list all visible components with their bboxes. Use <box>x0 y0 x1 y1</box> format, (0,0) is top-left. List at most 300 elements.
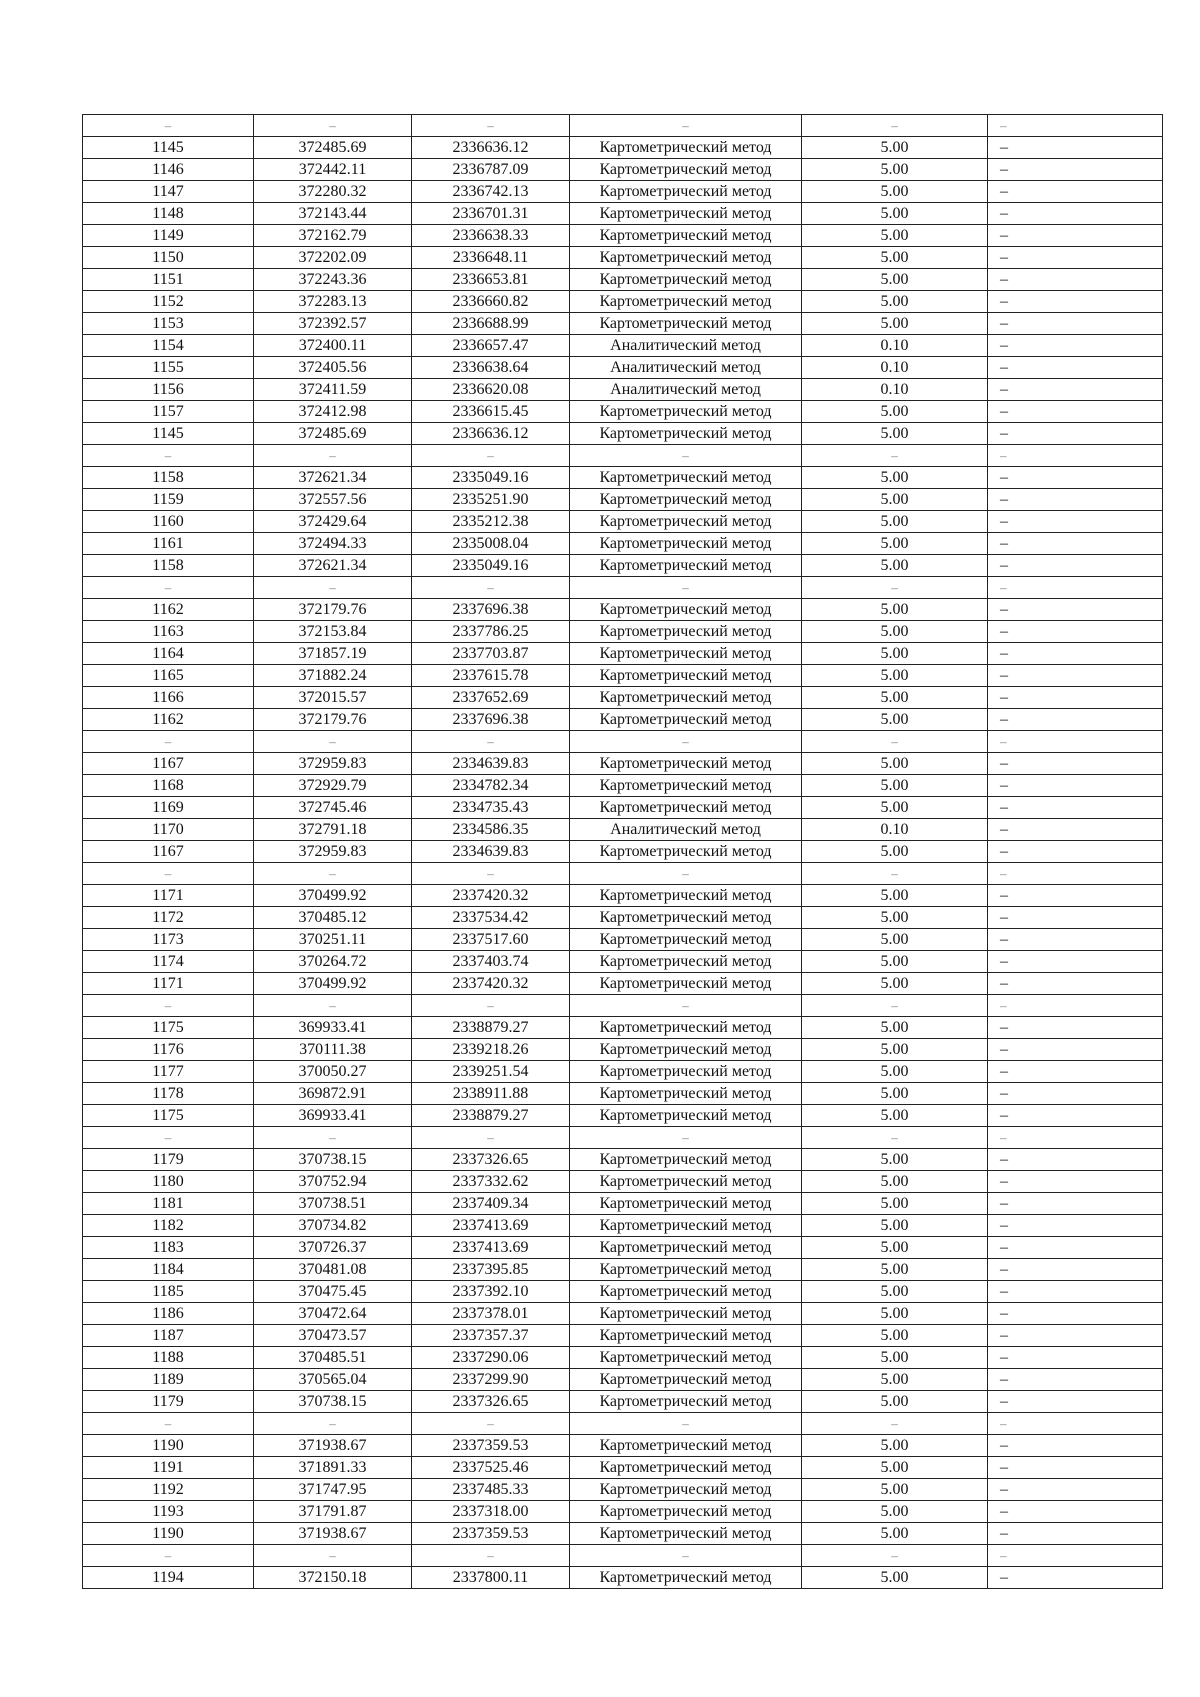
x-coordinate-cell: 372791.18 <box>254 819 412 841</box>
accuracy-cell: 0.10 <box>802 819 988 841</box>
point-number-cell: – <box>83 1413 254 1435</box>
x-coordinate-cell: 372429.64 <box>254 511 412 533</box>
point-number-cell: 1175 <box>83 1017 254 1039</box>
accuracy-cell: 5.00 <box>802 1215 988 1237</box>
y-coordinate-cell: – <box>412 1545 570 1567</box>
table-separator-row <box>83 1545 1163 1567</box>
table-row <box>83 1017 1163 1039</box>
accuracy-cell: 5.00 <box>802 401 988 423</box>
description-cell: – <box>988 401 1163 423</box>
accuracy-cell: 0.10 <box>802 357 988 379</box>
y-coordinate-cell: 2337652.69 <box>412 687 570 709</box>
method-cell: Картометрический метод <box>570 1281 802 1303</box>
y-coordinate-cell: 2336648.11 <box>412 247 570 269</box>
description-cell: – <box>988 1303 1163 1325</box>
x-coordinate-cell: 370499.92 <box>254 885 412 907</box>
method-cell: Картометрический метод <box>570 1567 802 1589</box>
table-row <box>83 555 1163 577</box>
accuracy-cell: 5.00 <box>802 1303 988 1325</box>
accuracy-cell: 5.00 <box>802 1149 988 1171</box>
point-number-cell: 1181 <box>83 1193 254 1215</box>
description-cell: – <box>988 1325 1163 1347</box>
description-cell: – <box>988 1457 1163 1479</box>
accuracy-cell: 5.00 <box>802 973 988 995</box>
accuracy-cell: – <box>802 115 988 137</box>
x-coordinate-cell: 370726.37 <box>254 1237 412 1259</box>
table-row <box>83 1259 1163 1281</box>
y-coordinate-cell: 2337409.34 <box>412 1193 570 1215</box>
method-cell: Картометрический метод <box>570 225 802 247</box>
x-coordinate-cell: 370050.27 <box>254 1061 412 1083</box>
x-coordinate-cell: 370251.11 <box>254 929 412 951</box>
accuracy-cell: 5.00 <box>802 291 988 313</box>
table-row <box>83 511 1163 533</box>
description-cell: – <box>988 1435 1163 1457</box>
description-cell: – <box>988 973 1163 995</box>
accuracy-cell: 5.00 <box>802 621 988 643</box>
description-cell: – <box>988 1347 1163 1369</box>
method-cell: Аналитический метод <box>570 819 802 841</box>
accuracy-cell: – <box>802 1127 988 1149</box>
point-number-cell: 1152 <box>83 291 254 313</box>
point-number-cell: 1169 <box>83 797 254 819</box>
description-cell: – <box>988 907 1163 929</box>
description-cell: – <box>988 181 1163 203</box>
x-coordinate-cell: 372153.84 <box>254 621 412 643</box>
y-coordinate-cell: 2338879.27 <box>412 1017 570 1039</box>
method-cell: Картометрический метод <box>570 643 802 665</box>
point-number-cell: 1163 <box>83 621 254 643</box>
method-cell: Картометрический метод <box>570 1061 802 1083</box>
y-coordinate-cell: 2336615.45 <box>412 401 570 423</box>
table-separator-row <box>83 1127 1163 1149</box>
description-cell: – <box>988 621 1163 643</box>
point-number-cell: 1190 <box>83 1435 254 1457</box>
point-number-cell: – <box>83 1127 254 1149</box>
method-cell: Картометрический метод <box>570 291 802 313</box>
method-cell: Картометрический метод <box>570 1149 802 1171</box>
method-cell: Картометрический метод <box>570 1171 802 1193</box>
y-coordinate-cell: – <box>412 577 570 599</box>
point-number-cell: 1170 <box>83 819 254 841</box>
table-row <box>83 621 1163 643</box>
table-row <box>83 665 1163 687</box>
description-cell: – <box>988 1479 1163 1501</box>
x-coordinate-cell: 370565.04 <box>254 1369 412 1391</box>
method-cell: – <box>570 445 802 467</box>
point-number-cell: 1174 <box>83 951 254 973</box>
coordinates-table-body <box>83 115 1163 1589</box>
point-number-cell: 1145 <box>83 137 254 159</box>
point-number-cell: 1191 <box>83 1457 254 1479</box>
point-number-cell: 1171 <box>83 885 254 907</box>
y-coordinate-cell: 2334639.83 <box>412 841 570 863</box>
method-cell: Картометрический метод <box>570 1105 802 1127</box>
description-cell: – <box>988 885 1163 907</box>
description-cell: – <box>988 687 1163 709</box>
x-coordinate-cell: 372485.69 <box>254 423 412 445</box>
description-cell: – <box>988 335 1163 357</box>
description-cell: – <box>988 951 1163 973</box>
accuracy-cell: – <box>802 1413 988 1435</box>
description-cell: – <box>988 1369 1163 1391</box>
y-coordinate-cell: – <box>412 445 570 467</box>
description-cell: – <box>988 489 1163 511</box>
method-cell: Картометрический метод <box>570 401 802 423</box>
description-cell: – <box>988 1083 1163 1105</box>
x-coordinate-cell: 372959.83 <box>254 753 412 775</box>
method-cell: Картометрический метод <box>570 511 802 533</box>
x-coordinate-cell: 370738.15 <box>254 1149 412 1171</box>
x-coordinate-cell: – <box>254 863 412 885</box>
point-number-cell: 1176 <box>83 1039 254 1061</box>
method-cell: Картометрический метод <box>570 775 802 797</box>
x-coordinate-cell: 371882.24 <box>254 665 412 687</box>
method-cell: Картометрический метод <box>570 247 802 269</box>
y-coordinate-cell: 2335251.90 <box>412 489 570 511</box>
description-cell: – <box>988 159 1163 181</box>
point-number-cell: 1182 <box>83 1215 254 1237</box>
point-number-cell: 1146 <box>83 159 254 181</box>
point-number-cell: 1164 <box>83 643 254 665</box>
table-row <box>83 291 1163 313</box>
x-coordinate-cell: – <box>254 731 412 753</box>
method-cell: Картометрический метод <box>570 1435 802 1457</box>
accuracy-cell: 5.00 <box>802 511 988 533</box>
method-cell: – <box>570 115 802 137</box>
method-cell: Картометрический метод <box>570 973 802 995</box>
accuracy-cell: 5.00 <box>802 1457 988 1479</box>
x-coordinate-cell: 372179.76 <box>254 599 412 621</box>
accuracy-cell: 5.00 <box>802 489 988 511</box>
x-coordinate-cell: – <box>254 1545 412 1567</box>
description-cell: – <box>988 863 1163 885</box>
y-coordinate-cell: 2337332.62 <box>412 1171 570 1193</box>
x-coordinate-cell: – <box>254 1127 412 1149</box>
y-coordinate-cell: 2336742.13 <box>412 181 570 203</box>
table-row <box>83 379 1163 401</box>
y-coordinate-cell: 2335008.04 <box>412 533 570 555</box>
point-number-cell: 1175 <box>83 1105 254 1127</box>
table-row <box>83 1369 1163 1391</box>
description-cell: – <box>988 379 1163 401</box>
x-coordinate-cell: 370734.82 <box>254 1215 412 1237</box>
method-cell: Картометрический метод <box>570 423 802 445</box>
y-coordinate-cell: 2337318.00 <box>412 1501 570 1523</box>
x-coordinate-cell: 370481.08 <box>254 1259 412 1281</box>
x-coordinate-cell: 370485.12 <box>254 907 412 929</box>
table-separator-row <box>83 863 1163 885</box>
point-number-cell: – <box>83 577 254 599</box>
x-coordinate-cell: 372162.79 <box>254 225 412 247</box>
x-coordinate-cell: 372442.11 <box>254 159 412 181</box>
point-number-cell: – <box>83 731 254 753</box>
method-cell: Картометрический метод <box>570 533 802 555</box>
y-coordinate-cell: 2337800.11 <box>412 1567 570 1589</box>
x-coordinate-cell: 372494.33 <box>254 533 412 555</box>
accuracy-cell: 5.00 <box>802 1391 988 1413</box>
accuracy-cell: 5.00 <box>802 885 988 907</box>
accuracy-cell: 5.00 <box>802 1017 988 1039</box>
table-row <box>83 1171 1163 1193</box>
x-coordinate-cell: 369933.41 <box>254 1017 412 1039</box>
table-row <box>83 247 1163 269</box>
accuracy-cell: 5.00 <box>802 1479 988 1501</box>
x-coordinate-cell: 370752.94 <box>254 1171 412 1193</box>
point-number-cell: – <box>83 995 254 1017</box>
y-coordinate-cell: – <box>412 995 570 1017</box>
x-coordinate-cell: 371938.67 <box>254 1523 412 1545</box>
accuracy-cell: 5.00 <box>802 687 988 709</box>
table-row <box>83 1567 1163 1589</box>
table-row <box>83 687 1163 709</box>
accuracy-cell: 5.00 <box>802 1523 988 1545</box>
x-coordinate-cell: 372621.34 <box>254 555 412 577</box>
x-coordinate-cell: 371938.67 <box>254 1435 412 1457</box>
x-coordinate-cell: – <box>254 115 412 137</box>
description-cell: – <box>988 1567 1163 1589</box>
table-row <box>83 599 1163 621</box>
description-cell: – <box>988 753 1163 775</box>
method-cell: Картометрический метод <box>570 489 802 511</box>
description-cell: – <box>988 225 1163 247</box>
accuracy-cell: 5.00 <box>802 775 988 797</box>
y-coordinate-cell: 2338911.88 <box>412 1083 570 1105</box>
description-cell: – <box>988 1523 1163 1545</box>
x-coordinate-cell: 372400.11 <box>254 335 412 357</box>
table-row <box>83 951 1163 973</box>
description-cell: – <box>988 1281 1163 1303</box>
table-separator-row <box>83 1413 1163 1435</box>
accuracy-cell: 5.00 <box>802 423 988 445</box>
x-coordinate-cell: 370472.64 <box>254 1303 412 1325</box>
point-number-cell: 1154 <box>83 335 254 357</box>
description-cell: – <box>988 467 1163 489</box>
point-number-cell: – <box>83 445 254 467</box>
point-number-cell: 1179 <box>83 1391 254 1413</box>
x-coordinate-cell: 372392.57 <box>254 313 412 335</box>
description-cell: – <box>988 995 1163 1017</box>
y-coordinate-cell: 2339218.26 <box>412 1039 570 1061</box>
y-coordinate-cell: – <box>412 731 570 753</box>
x-coordinate-cell: 372150.18 <box>254 1567 412 1589</box>
y-coordinate-cell: 2335049.16 <box>412 467 570 489</box>
y-coordinate-cell: 2337703.87 <box>412 643 570 665</box>
y-coordinate-cell: 2337786.25 <box>412 621 570 643</box>
table-row <box>83 1435 1163 1457</box>
y-coordinate-cell: – <box>412 1413 570 1435</box>
table-row <box>83 1039 1163 1061</box>
description-cell: – <box>988 731 1163 753</box>
point-number-cell: 1158 <box>83 555 254 577</box>
y-coordinate-cell: 2336660.82 <box>412 291 570 313</box>
y-coordinate-cell: – <box>412 1127 570 1149</box>
x-coordinate-cell: 372179.76 <box>254 709 412 731</box>
description-cell: – <box>988 1061 1163 1083</box>
point-number-cell: 1165 <box>83 665 254 687</box>
description-cell: – <box>988 577 1163 599</box>
y-coordinate-cell: 2336657.47 <box>412 335 570 357</box>
x-coordinate-cell: 370738.51 <box>254 1193 412 1215</box>
x-coordinate-cell: 372412.98 <box>254 401 412 423</box>
method-cell: – <box>570 1545 802 1567</box>
point-number-cell: 1156 <box>83 379 254 401</box>
accuracy-cell: 5.00 <box>802 1347 988 1369</box>
y-coordinate-cell: 2337413.69 <box>412 1215 570 1237</box>
method-cell: Картометрический метод <box>570 1215 802 1237</box>
y-coordinate-cell: 2338879.27 <box>412 1105 570 1127</box>
accuracy-cell: 5.00 <box>802 137 988 159</box>
description-cell: – <box>988 137 1163 159</box>
table-row <box>83 1149 1163 1171</box>
point-number-cell: 1162 <box>83 709 254 731</box>
description-cell: – <box>988 1017 1163 1039</box>
point-number-cell: 1177 <box>83 1061 254 1083</box>
description-cell: – <box>988 599 1163 621</box>
point-number-cell: 1153 <box>83 313 254 335</box>
y-coordinate-cell: 2336638.64 <box>412 357 570 379</box>
x-coordinate-cell: 371857.19 <box>254 643 412 665</box>
method-cell: Картометрический метод <box>570 1369 802 1391</box>
y-coordinate-cell: 2337392.10 <box>412 1281 570 1303</box>
table-row <box>83 1325 1163 1347</box>
point-number-cell: 1145 <box>83 423 254 445</box>
method-cell: Картометрический метод <box>570 1501 802 1523</box>
y-coordinate-cell: 2334639.83 <box>412 753 570 775</box>
table-row <box>83 423 1163 445</box>
x-coordinate-cell: 372557.56 <box>254 489 412 511</box>
y-coordinate-cell: 2339251.54 <box>412 1061 570 1083</box>
accuracy-cell: 5.00 <box>802 1435 988 1457</box>
table-row <box>83 181 1163 203</box>
y-coordinate-cell: 2337485.33 <box>412 1479 570 1501</box>
point-number-cell: 1186 <box>83 1303 254 1325</box>
accuracy-cell: 5.00 <box>802 1259 988 1281</box>
description-cell: – <box>988 269 1163 291</box>
point-number-cell: 1159 <box>83 489 254 511</box>
table-row <box>83 357 1163 379</box>
method-cell: Картометрический метод <box>570 687 802 709</box>
description-cell: – <box>988 115 1163 137</box>
accuracy-cell: 5.00 <box>802 1039 988 1061</box>
method-cell: Картометрический метод <box>570 269 802 291</box>
x-coordinate-cell: 372621.34 <box>254 467 412 489</box>
x-coordinate-cell: 370264.72 <box>254 951 412 973</box>
method-cell: Аналитический метод <box>570 379 802 401</box>
description-cell: – <box>988 1105 1163 1127</box>
y-coordinate-cell: 2337326.65 <box>412 1149 570 1171</box>
y-coordinate-cell: 2337403.74 <box>412 951 570 973</box>
method-cell: – <box>570 1413 802 1435</box>
table-row <box>83 401 1163 423</box>
method-cell: Картометрический метод <box>570 555 802 577</box>
table-row <box>83 1347 1163 1369</box>
x-coordinate-cell: – <box>254 995 412 1017</box>
point-number-cell: 1166 <box>83 687 254 709</box>
table-separator-row <box>83 445 1163 467</box>
accuracy-cell: 5.00 <box>802 159 988 181</box>
accuracy-cell: 5.00 <box>802 313 988 335</box>
point-number-cell: – <box>83 1545 254 1567</box>
description-cell: – <box>988 423 1163 445</box>
point-number-cell: 1173 <box>83 929 254 951</box>
accuracy-cell: 5.00 <box>802 1171 988 1193</box>
point-number-cell: 1194 <box>83 1567 254 1589</box>
x-coordinate-cell: 370475.45 <box>254 1281 412 1303</box>
accuracy-cell: 5.00 <box>802 599 988 621</box>
description-cell: – <box>988 841 1163 863</box>
method-cell: Картометрический метод <box>570 665 802 687</box>
table-separator-row <box>83 577 1163 599</box>
y-coordinate-cell: 2337696.38 <box>412 599 570 621</box>
accuracy-cell: 5.00 <box>802 1193 988 1215</box>
x-coordinate-cell: 370499.92 <box>254 973 412 995</box>
description-cell: – <box>988 709 1163 731</box>
y-coordinate-cell: 2336787.09 <box>412 159 570 181</box>
y-coordinate-cell: 2336653.81 <box>412 269 570 291</box>
y-coordinate-cell: 2334782.34 <box>412 775 570 797</box>
table-row <box>83 489 1163 511</box>
point-number-cell: – <box>83 115 254 137</box>
y-coordinate-cell: 2336688.99 <box>412 313 570 335</box>
accuracy-cell: 5.00 <box>802 797 988 819</box>
point-number-cell: 1161 <box>83 533 254 555</box>
point-number-cell: 1185 <box>83 1281 254 1303</box>
description-cell: – <box>988 929 1163 951</box>
point-number-cell: 1190 <box>83 1523 254 1545</box>
y-coordinate-cell: 2337299.90 <box>412 1369 570 1391</box>
table-separator-row <box>83 731 1163 753</box>
point-number-cell: 1171 <box>83 973 254 995</box>
description-cell: – <box>988 1259 1163 1281</box>
method-cell: Аналитический метод <box>570 335 802 357</box>
y-coordinate-cell: 2337696.38 <box>412 709 570 731</box>
accuracy-cell: 5.00 <box>802 181 988 203</box>
y-coordinate-cell: 2337357.37 <box>412 1325 570 1347</box>
table-row <box>83 467 1163 489</box>
point-number-cell: 1162 <box>83 599 254 621</box>
table-row <box>83 1215 1163 1237</box>
point-number-cell: 1172 <box>83 907 254 929</box>
method-cell: Картометрический метод <box>570 841 802 863</box>
x-coordinate-cell: 372405.56 <box>254 357 412 379</box>
accuracy-cell: 5.00 <box>802 533 988 555</box>
y-coordinate-cell: 2336620.08 <box>412 379 570 401</box>
x-coordinate-cell: 371747.95 <box>254 1479 412 1501</box>
method-cell: Картометрический метод <box>570 1039 802 1061</box>
table-separator-row <box>83 115 1163 137</box>
table-row <box>83 753 1163 775</box>
method-cell: – <box>570 577 802 599</box>
y-coordinate-cell: 2337534.42 <box>412 907 570 929</box>
point-number-cell: 1150 <box>83 247 254 269</box>
method-cell: Картометрический метод <box>570 1347 802 1369</box>
y-coordinate-cell: 2334735.43 <box>412 797 570 819</box>
x-coordinate-cell: 371891.33 <box>254 1457 412 1479</box>
y-coordinate-cell: 2336636.12 <box>412 137 570 159</box>
table-row <box>83 973 1163 995</box>
description-cell: – <box>988 203 1163 225</box>
y-coordinate-cell: 2337378.01 <box>412 1303 570 1325</box>
y-coordinate-cell: 2336638.33 <box>412 225 570 247</box>
description-cell: – <box>988 665 1163 687</box>
x-coordinate-cell: – <box>254 1413 412 1435</box>
table-row <box>83 225 1163 247</box>
x-coordinate-cell: 370473.57 <box>254 1325 412 1347</box>
x-coordinate-cell: 372411.59 <box>254 379 412 401</box>
accuracy-cell: 5.00 <box>802 1105 988 1127</box>
point-number-cell: 1149 <box>83 225 254 247</box>
